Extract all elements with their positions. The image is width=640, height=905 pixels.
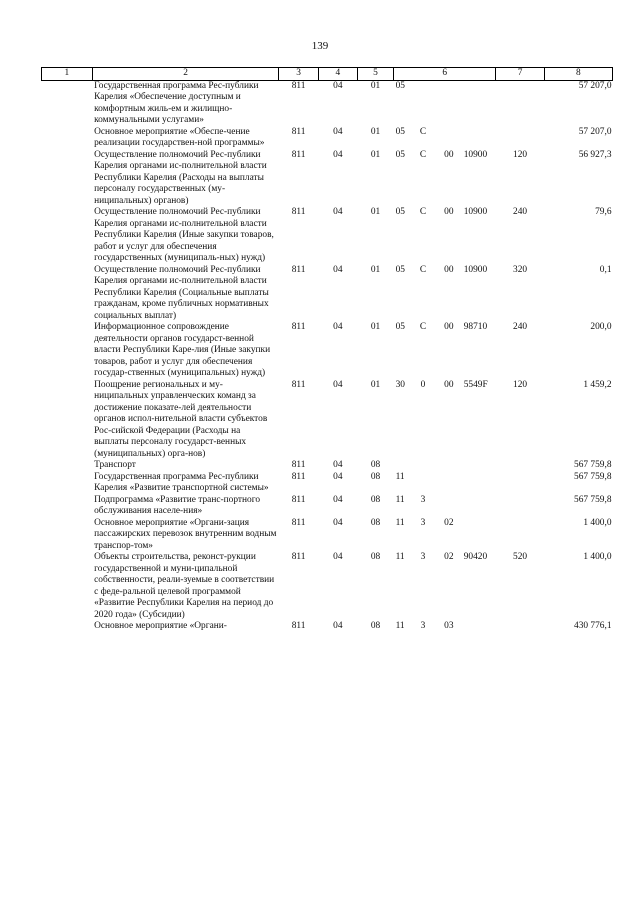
row-pr: 08: [370, 552, 381, 562]
row-pr: 01: [370, 322, 381, 332]
row-col-1: [42, 322, 93, 380]
header-col-7: 7: [496, 68, 545, 81]
row-pr: 08: [370, 460, 381, 470]
table-row: [42, 380, 613, 461]
row-gb: 811: [291, 80, 306, 91]
row-gb: 811: [291, 264, 306, 275]
row-target-code-direction: 5549F: [463, 379, 488, 390]
table-row: [42, 207, 613, 265]
table-row: [42, 150, 613, 208]
row-target-code-event: 00: [444, 264, 454, 275]
row-col-1: [42, 80, 93, 127]
row-expense-type: [496, 80, 545, 127]
row-expense-type: [496, 621, 545, 633]
row-expense-type: [496, 518, 545, 553]
table-row: [42, 460, 613, 472]
row-gb: 811: [291, 126, 306, 137]
row-gb: 811: [291, 517, 306, 528]
row-col-1: [42, 621, 93, 633]
row-amount: 57 207,0: [578, 126, 612, 137]
row-rz: 04: [333, 460, 343, 470]
row-expense-type: [496, 495, 545, 518]
header-col-8: 8: [544, 68, 612, 81]
row-target-code-program: 11: [395, 517, 405, 528]
row-target-code-direction: 10900: [463, 264, 488, 275]
row-pr: 01: [370, 207, 381, 217]
table-row: [42, 552, 613, 621]
row-target-code-subprogram: С: [419, 264, 427, 275]
row-expense-type: [496, 127, 545, 150]
row-target-code-program: 05: [395, 80, 405, 91]
row-amount: 567 759,8: [574, 471, 612, 482]
row-target-code-program: 05: [395, 207, 405, 217]
row-col-1: [42, 495, 93, 518]
row-amount: 1 400,0: [583, 517, 612, 528]
row-target-code-program: 05: [395, 149, 405, 160]
row-expense-type: 240: [513, 322, 528, 332]
row-pr: 01: [370, 80, 381, 91]
table-row: [42, 322, 613, 380]
row-target-code-subprogram: С: [419, 322, 427, 332]
row-name: Основное мероприятие «Обеспе-чение реализации государствен-ной программы»: [94, 126, 265, 148]
row-target-code-direction: [462, 495, 496, 518]
row-expense-type: 120: [513, 379, 528, 390]
row-target-code-event: 02: [444, 517, 454, 528]
header-col-4: 4: [318, 68, 357, 81]
row-name: Основное мероприятие «Органи-зация пассажирских перевозок внутренним водным транспор-том»: [94, 517, 277, 551]
row-target-code-direction: 10900: [463, 149, 488, 160]
row-amount: 56 927,3: [578, 149, 612, 160]
row-rz: 04: [333, 621, 343, 631]
row-pr: 01: [370, 126, 381, 137]
row-target-code-event: 00: [444, 379, 454, 390]
row-target-code-program: 11: [395, 621, 405, 631]
table-row: [42, 495, 613, 518]
row-name: Подпрограмма «Развитие транс-портного обслуживания населе-ния»: [94, 494, 261, 516]
row-pr: 08: [370, 494, 381, 505]
row-target-code-subprogram: 3: [420, 494, 426, 505]
row-amount: 567 759,8: [574, 494, 612, 505]
row-pr: 08: [370, 471, 381, 482]
row-amount: 79,6: [595, 207, 612, 217]
row-amount: 567 759,8: [574, 460, 612, 470]
row-pr: 01: [370, 379, 381, 390]
row-col-1: [42, 518, 93, 553]
row-target-code-program: 11: [395, 552, 405, 562]
table-row: [42, 265, 613, 323]
row-gb: 811: [291, 471, 306, 482]
row-target-code-event: [436, 495, 462, 518]
row-col-1: [42, 460, 93, 472]
header-col-5: 5: [357, 68, 393, 81]
row-target-code-subprogram: [410, 460, 436, 472]
row-name: Осуществление полномочий Рес-публики Карелия органами ис-полнительной власти Республики Карелия (Расходы на выплаты персоналу государственных (му-ниципальных) органов): [94, 149, 267, 206]
row-name: Государственная программа Рес-публики Карелия «Обеспечение доступным и комфортным жиль-ем и жилищно-коммунальными услугами»: [94, 80, 259, 125]
row-rz: 04: [333, 149, 343, 160]
row-name: Транспорт: [94, 460, 136, 470]
row-gb: 811: [291, 552, 306, 562]
row-target-code-direction: 90420: [463, 552, 488, 562]
row-col-1: [42, 127, 93, 150]
row-gb: 811: [291, 379, 306, 390]
row-name: Осуществление полномочий Рес-публики Карелия органами ис-полнительной власти Республики Карелия (Социальные выплаты гражданам, кроме публичных нормативных социальных выплат): [94, 264, 269, 321]
row-target-code-direction: [462, 80, 496, 127]
row-target-code-event: 00: [444, 322, 454, 332]
row-amount: 0,1: [599, 264, 612, 275]
row-target-code-event: 00: [444, 207, 454, 217]
row-name: Информационное сопровождение деятельности органов государст-венной власти Республики Каре-лия (Иные закупки товаров, работ и услуг для обеспечения государ-ственных (муниципальных) нужд): [94, 322, 271, 378]
row-rz: 04: [333, 126, 343, 137]
row-rz: 04: [333, 494, 343, 505]
row-pr: 08: [370, 517, 381, 528]
row-rz: 04: [333, 552, 343, 562]
row-target-code-program: 11: [395, 471, 405, 482]
row-target-code-program: [394, 460, 411, 472]
row-expense-type: 240: [513, 207, 528, 217]
row-col-1: [42, 472, 93, 495]
row-col-1: [42, 552, 93, 621]
row-col-1: [42, 207, 93, 265]
row-target-code-direction: [462, 460, 496, 472]
row-gb: 811: [291, 460, 306, 470]
row-target-code-event: 00: [444, 149, 454, 160]
row-pr: 01: [370, 264, 381, 275]
row-target-code-direction: 98710: [463, 322, 488, 332]
row-target-code-direction: [462, 518, 496, 553]
row-expense-type: 520: [513, 552, 528, 562]
row-gb: 811: [291, 149, 306, 160]
row-rz: 04: [333, 207, 343, 217]
row-target-code-program: 30: [395, 379, 405, 390]
row-gb: 811: [291, 322, 306, 332]
row-target-code-event: 02: [444, 552, 454, 562]
table-row: [42, 127, 613, 150]
page-number: 139: [311, 40, 329, 52]
row-name: Государственная программа Рес-публики Карелия «Развитие транспортной системы»: [94, 471, 269, 493]
row-amount: 430 776,1: [574, 621, 612, 631]
row-target-code-direction: [462, 127, 496, 150]
row-name: Осуществление полномочий Рес-публики Карелия органами ис-полнительной власти Республики Карелия (Иные закупки товаров, работ и услуг для обеспечения государственных (муниципаль-ных) нужд): [94, 207, 274, 263]
row-col-1: [42, 150, 93, 208]
row-target-code-direction: [462, 621, 496, 633]
row-target-code-direction: [462, 472, 496, 495]
row-col-1: [42, 265, 93, 323]
header-col-2: 2: [92, 68, 279, 81]
row-gb: 811: [291, 494, 306, 505]
row-target-code-subprogram: [410, 472, 436, 495]
row-name: Поощрение региональных и му-ниципальных управленческих команд за достижение показате-лей деятельности органов испол-нительной власти субъектов Рос-сийской Федерации (Расходы на выплаты персоналу государст-венных (муниципальных) орга-нов): [94, 379, 268, 459]
row-target-code-event: 03: [444, 621, 454, 631]
row-target-code-subprogram: С: [419, 149, 427, 160]
row-target-code-program: 05: [395, 264, 405, 275]
row-target-code-event: [436, 80, 462, 127]
header-col-3: 3: [279, 68, 318, 81]
row-expense-type: 320: [513, 264, 528, 275]
row-amount: 200,0: [590, 322, 612, 332]
row-target-code-subprogram: 0: [420, 379, 426, 390]
table-row: [42, 518, 613, 553]
row-pr: 01: [370, 149, 381, 160]
row-target-code-direction: 10900: [463, 207, 488, 217]
row-target-code-subprogram: 3: [420, 517, 426, 528]
row-target-code-subprogram: С: [419, 207, 427, 217]
row-target-code-subprogram: С: [419, 126, 427, 137]
row-rz: 04: [333, 322, 343, 332]
table-body: [42, 80, 613, 633]
row-amount: 1 400,0: [583, 552, 612, 562]
row-target-code-program: 05: [395, 126, 405, 137]
row-target-code-event: [436, 472, 462, 495]
row-name: Основное мероприятие «Органи-: [94, 621, 227, 631]
table-row: [42, 472, 613, 495]
table-row: [42, 621, 613, 633]
row-target-code-program: 11: [395, 494, 405, 505]
budget-table: [41, 67, 613, 633]
row-expense-type: [496, 472, 545, 495]
header-col-1: 1: [42, 68, 93, 81]
row-col-1: [42, 380, 93, 461]
row-target-code-event: [436, 127, 462, 150]
table-header-row: [42, 68, 613, 81]
row-target-code-subprogram: 3: [420, 552, 426, 562]
row-pr: 08: [370, 621, 381, 631]
row-name: Объекты строительства, реконст-рукции государственной и муни-ципальной собственности, реали-зуемые в соответствии с феде-ральной целевой программой «Развитие Республики Карелия на период до 2020 года» (Субсидии): [94, 552, 275, 620]
row-target-code-subprogram: [410, 80, 436, 127]
row-amount: 1 459,2: [583, 379, 612, 390]
header-col-6: 6: [394, 68, 496, 81]
row-rz: 04: [333, 379, 343, 390]
row-expense-type: 120: [513, 149, 528, 160]
row-expense-type: [496, 460, 545, 472]
row-amount: 57 207,0: [578, 80, 612, 91]
table-row: [42, 80, 613, 127]
row-rz: 04: [333, 264, 343, 275]
row-target-code-subprogram: 3: [420, 621, 426, 631]
row-rz: 04: [333, 517, 343, 528]
row-rz: 04: [333, 471, 343, 482]
row-gb: 811: [291, 621, 306, 631]
row-rz: 04: [333, 80, 343, 91]
row-target-code-program: 05: [395, 322, 405, 332]
row-gb: 811: [291, 207, 306, 217]
row-target-code-event: [436, 460, 462, 472]
